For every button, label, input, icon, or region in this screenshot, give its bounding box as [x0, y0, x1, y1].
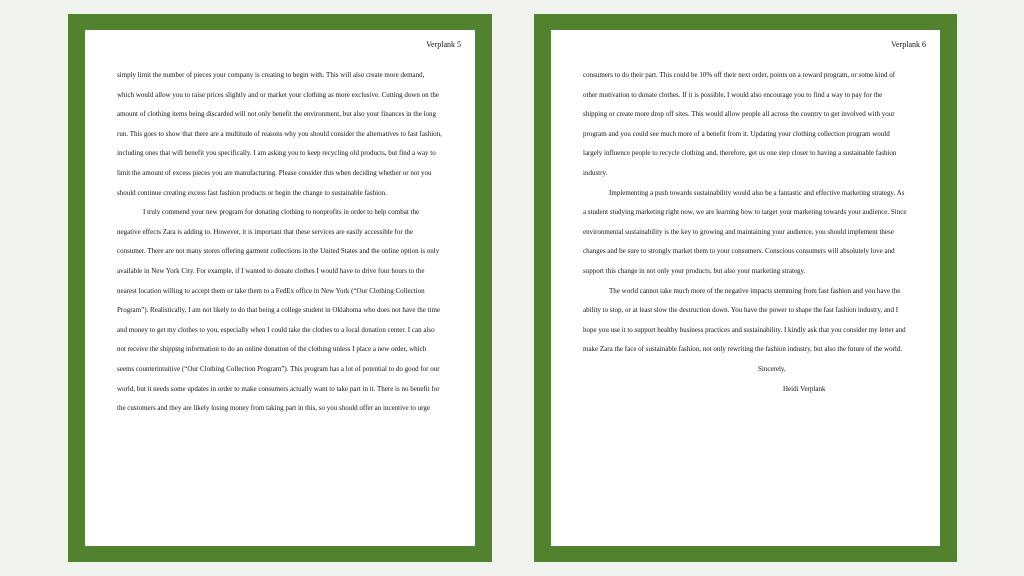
- page-5: [85, 30, 475, 546]
- closing: Sincerely,: [758, 364, 786, 373]
- page-header: Verplank 6: [891, 40, 926, 49]
- signature: Heidi Verplank: [783, 384, 826, 393]
- page-header: Verplank 5: [426, 40, 461, 49]
- page-body: [583, 66, 908, 399]
- page-body: [117, 66, 443, 419]
- page-6-frame: [534, 14, 957, 562]
- paragraph: I truly commend your new program for donating clothing to nonprofits in order to help combat the negative effects Zara is adding to. However, it is important that these services are easily accessible for the consumer. There are not many stores offering garment collections in the United States and the online option is only available in New York City. For example, if I wanted to donate clothes I would have to drive four hours to the nearest location willing to accept them or take them to a FedEx office in New York (“Our Clothing Collection Program”). Realistically, I am not likely to do that being a college student in Oklahoma who does not have the time and money to get my clothes to you, especially when I could take the clothes to a local donation center. I can also not receive the shipping information to do an online donation of the clothing unless I place a new order, which seems counterintuitive (“Our Clothing Collection Program”). This program has a lot of potential to do good for our world, but it needs some updates in order to make consumers actually want to take part in it. There is no benefit for the customers and they are likely losing money from taking part in this, so you should offer an incentive to urge: [117, 208, 441, 413]
- paragraph: simply limit the number of pieces your company is creating to begin with. This will also create more demand, which would allow you to raise prices slightly and or market your clothing as more exclusive. Cutting down on the amount of clothing items being discarded will not only benefit the environment, but also your finances in the long run. This goes to show that there are a multitude of reasons why you should consider the alternatives to fast fashion, including ones that will benefit you specifically. I am asking you to keep recycling old products, but find a way to limit the amount of excess pieces you are manufacturing. Please consider this when deciding whether or not you should continue creating excess fast fashion products or begin the change to sustainable fashion.: [117, 71, 442, 197]
- page-5-frame: [68, 14, 492, 562]
- paragraph: The world cannot take much more of the negative impacts stemming from fast fashion and you have the ability to stop, or at least slow the destruction down. You have the power to shape the fast fashion industry, and I hope you use it to support healthy business practices and sustainability. I kindly ask that you consider my letter and make Zara the face of sustainable fashion, not only rewriting the fashion industry, but also the future of the world.: [583, 286, 906, 354]
- paragraph: consumers to do their part. This could be 10% off their next order, points on a reward program, or some kind of other motivation to donate clothes. If it is possible, I would also encourage you to find a way to pay for the shipping or create more drop off sites. This would allow people all across the country to get involved with your program and you could see much more of a benefit from it. Updating your clothing collection program would largely influence people to recycle clothing and, therefore, get us one step closer to having a sustainable fashion industry.: [583, 71, 897, 177]
- paragraph: Implementing a push towards sustainability would also be a fantastic and effective marketing strategy. As a student studying marketing right now, we are learning how to target your marketing towards your audience. Since environmental sustainability is the key to growing and maintaining your audience, you should implement these changes and be sure to strongly market them to your consumers. Conscious consumers will absolutely love and support this change in not only your products, but also your marketing strategy.: [583, 188, 907, 275]
- page-6: [551, 30, 940, 546]
